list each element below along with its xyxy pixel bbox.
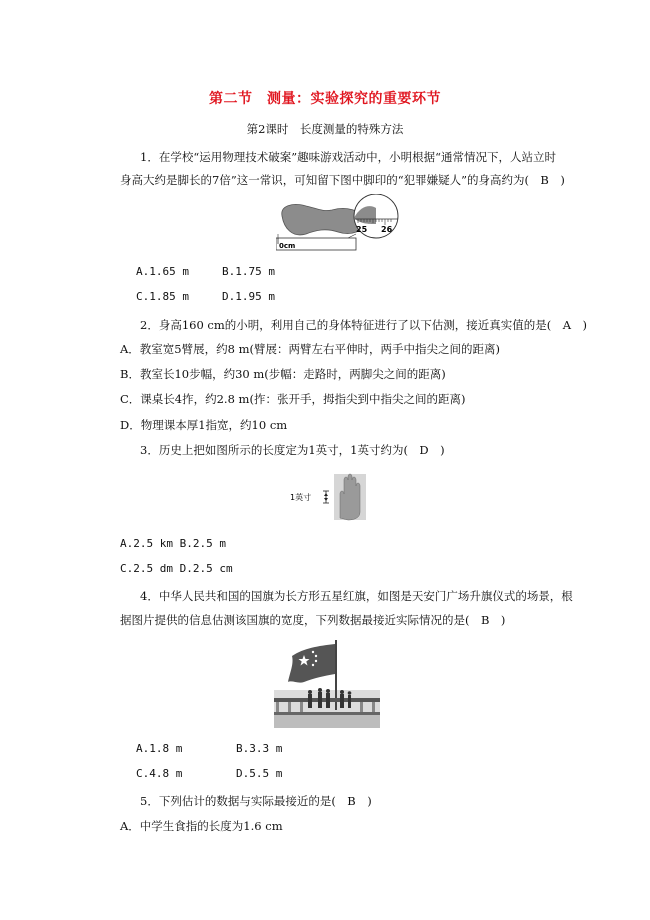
- inch-hand-figure: [290, 472, 370, 522]
- q1-option-a: A.1.65 m: [136, 265, 189, 278]
- page-subtitle: 第2课时 长度测量的特殊方法: [246, 122, 404, 136]
- q2-option-c: C．课桌长4拃，约2.8 m(拃：张开手，拇指尖到中指尖之间的距离): [120, 392, 466, 406]
- q1-option-d: D.1.95 m: [222, 290, 275, 303]
- q2-stem: 2．身高160 cm的小明，利用自己的身体特征进行了以下估测，接近真实值的是( A ): [140, 318, 588, 332]
- q4-option-c: C.4.8 m: [136, 767, 183, 780]
- q5-stem: 5．下列估计的数据与实际最接近的是( B ): [140, 794, 372, 808]
- q1-option-c: C.1.85 m: [136, 290, 189, 303]
- q4-option-a: A.1.8 m: [136, 742, 183, 755]
- q4-stem-line2: 据图片提供的信息估测该国旗的宽度，下列数据最接近实际情况的是( B ): [120, 613, 506, 627]
- page-title: 第二节 测量：实验探究的重要环节: [209, 91, 441, 107]
- q3-options-cd: C.2.5 dm D.2.5 cm: [120, 562, 233, 575]
- q1-stem-line2: 身高大约是脚长的7倍”这一常识，可知留下图中脚印的“犯罪嫌疑人”的身高约为( B ): [120, 173, 565, 187]
- q2-option-b: B．教室长10步幅，约30 m(步幅：走路时，两脚尖之间的距离): [120, 367, 446, 381]
- inch-label: 1英寸: [290, 493, 312, 502]
- q4-stem-line1: 4．中华人民共和国的国旗为长方形五星红旗，如图是天安门广场升旗仪式的场景，根: [140, 589, 573, 603]
- footprint-shape: [282, 204, 364, 234]
- q5-option-a: A．中学生食指的长度为1.6 cm: [120, 819, 283, 833]
- q2-option-a: A．教室宽5臂展，约8 m(臂展：两臂左右平伸时，两手中指尖之间的距离): [120, 342, 500, 356]
- q4-option-d: D.5.5 m: [236, 767, 283, 780]
- ruler-tick-26: 26: [381, 225, 393, 234]
- footprint-ruler-figure: [276, 194, 406, 254]
- flag-raising-photo: [274, 638, 380, 728]
- ruler-zero-label: 0cm: [279, 242, 296, 250]
- q1-stem-line1: 1．在学校“运用物理技术破案”趣味游戏活动中，小明根据“通常情况下，人站立时: [140, 150, 556, 164]
- q2-option-d: D．物理课本厚1指宽，约10 cm: [120, 418, 288, 432]
- q3-options-ab: A.2.5 km B.2.5 m: [120, 537, 226, 550]
- q4-option-b: B.3.3 m: [236, 742, 283, 755]
- ruler-tick-25: 25: [356, 225, 368, 234]
- q3-stem: 3．历史上把如图所示的长度定为1英寸，1英寸约为( D ): [140, 443, 445, 457]
- q1-option-b: B.1.75 m: [222, 265, 275, 278]
